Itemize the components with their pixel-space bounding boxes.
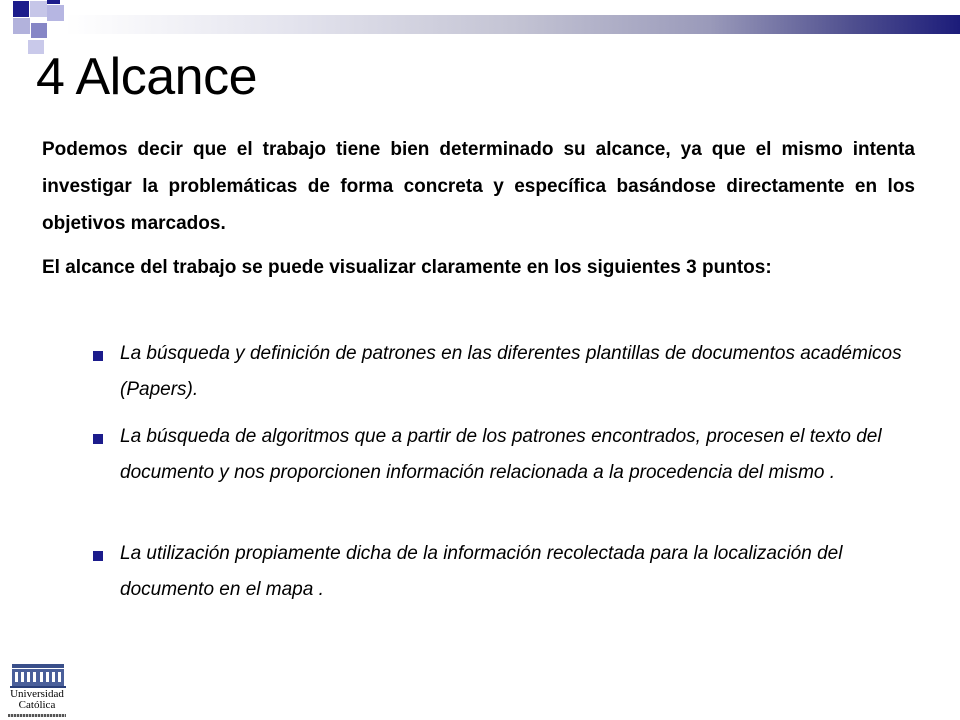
bullet-text: La búsqueda y definición de patrones en las diferentes plantillas de documentos académicos (Papers).: [120, 343, 902, 400]
logo-rule: [8, 714, 66, 717]
university-building-icon: [10, 662, 66, 688]
slide-title: 4 Alcance: [36, 48, 257, 106]
logo-text-line1: Universidad: [10, 688, 64, 700]
logo-text-line2: Católica: [18, 699, 56, 711]
university-logo: [4, 662, 70, 720]
decor-square: [13, 18, 30, 34]
bullet-text: La búsqueda de algoritmos que a partir de los patrones encontrados, procesen el texto del documento y nos proporcionen información relacionada a la procedencia del mismo .: [120, 426, 882, 483]
paragraph-intro: Podemos decir que el trabajo tiene bien determinado su alcance, ya que el mismo intenta investigar la problemáticas de forma concreta y específica basándose directamente en los objetivos marcados.: [42, 139, 915, 234]
decor-square: [31, 23, 47, 38]
square-bullet-icon: [93, 351, 103, 361]
decor-square: [13, 1, 29, 17]
decor-square: [30, 1, 47, 17]
header-gradient-bar: [65, 15, 960, 34]
square-bullet-icon: [93, 551, 103, 561]
decor-square: [47, 0, 60, 4]
bullet-text: La utilización propiamente dicha de la información recolectada para la localización del documento en el mapa .: [120, 543, 843, 600]
decor-square: [47, 5, 64, 21]
paragraph-scope: El alcance del trabajo se puede visualizar claramente en los siguientes 3 puntos:: [42, 257, 772, 278]
square-bullet-icon: [93, 434, 103, 444]
